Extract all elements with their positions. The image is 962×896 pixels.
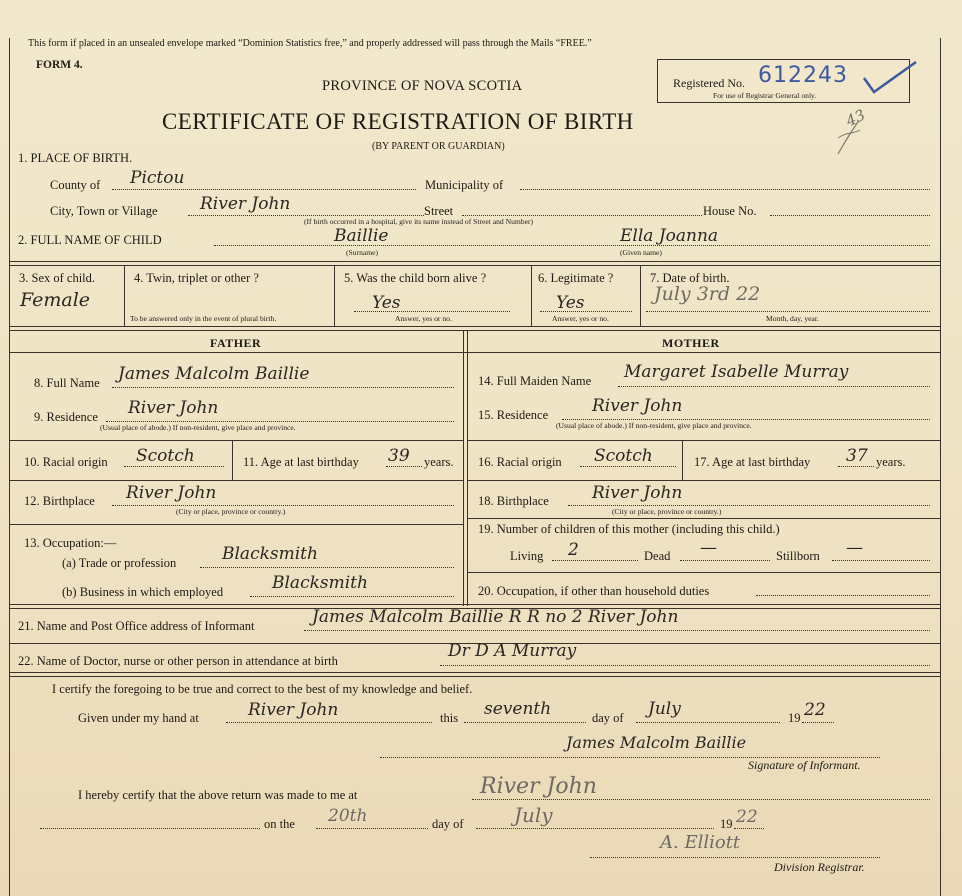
left-border [9, 38, 10, 896]
certify-year-prefix: 19 [788, 711, 801, 725]
child-given-name: Ella Joanna [620, 226, 719, 246]
informant-value: James Malcolm Baillie R R no 2 River John [312, 607, 679, 627]
child-surname: Baillie [334, 226, 389, 246]
checkmark-icon [858, 56, 922, 100]
mother-name-label: 14. Full Maiden Name [478, 374, 592, 388]
child-heading: 2. FULL NAME OF CHILD [18, 233, 162, 247]
registrar-year-value: 22 [736, 807, 758, 827]
province-heading: PROVINCE OF NOVA SCOTIA [322, 78, 523, 94]
alive-label: 5. Was the child born alive ? [344, 271, 487, 285]
father-name: James Malcolm Baillie [118, 364, 310, 384]
city-value: River John [200, 194, 291, 214]
mother-name: Margaret Isabelle Murray [624, 362, 849, 382]
registered-note: For use of Registrar General only. [713, 91, 817, 100]
sex-value: Female [20, 289, 91, 311]
father-name-label: 8. Full Name [34, 376, 100, 390]
mother-age-label: 17. Age at last birthday [694, 455, 811, 469]
county-value: Pictou [130, 168, 185, 188]
municipality-label: Municipality of [425, 178, 504, 192]
pencil-scribble-icon [834, 118, 864, 158]
legitimate-value: Yes [556, 293, 585, 313]
city-label: City, Town or Village [50, 204, 158, 218]
given-label: (Given name) [620, 248, 662, 257]
surname-label: (Surname) [346, 248, 379, 257]
registrar-text: I hereby certify that the above return was made to me at [78, 788, 358, 802]
registrar-place: River John [480, 774, 597, 799]
page-title: CERTIFICATE OF REGISTRATION OF BIRTH [162, 109, 634, 134]
father-racial-label: 10. Racial origin [24, 455, 108, 469]
house-label: House No. [703, 204, 757, 218]
father-age: 39 [388, 446, 410, 466]
father-business: Blacksmith [272, 573, 368, 593]
given-at-label: Given under my hand at [78, 711, 199, 725]
living-label: Living [510, 549, 544, 563]
father-occupation-label: 13. Occupation:— [24, 536, 117, 550]
this-value: seventh [484, 699, 552, 719]
date-value: July 3rd 22 [654, 283, 761, 305]
twin-note: To be answered only in the event of plural birth. [130, 314, 277, 323]
county-label: County of [50, 178, 101, 192]
mother-occupation-label: 20. Occupation, if other than household duties [478, 584, 710, 598]
father-racial: Scotch [136, 446, 195, 466]
twin-label: 4. Twin, triplet or other ? [134, 271, 259, 285]
dead-label: Dead [644, 549, 671, 563]
stillborn-label: Stillborn [776, 549, 820, 563]
alive-note: Answer, yes or no. [395, 314, 452, 323]
form-number: FORM 4. [36, 59, 83, 71]
children-label: 19. Number of children of this mother (including this child.) [478, 522, 780, 536]
this-label: this [440, 711, 459, 725]
mother-birthplace-label: 18. Birthplace [478, 494, 549, 508]
mail-notice: This form if placed in an unsealed envelope marked “Dominion Statistics free,” and properly addressed will pass through the Mails “FREE.” [28, 38, 592, 49]
father-residence: River John [128, 398, 219, 418]
date-label: 7. Date of birth. [650, 271, 730, 285]
legitimate-label: 6. Legitimate ? [538, 271, 614, 285]
mother-residence-note: (Usual place of abode.) If non-resident, give place and province. [556, 421, 752, 430]
father-trade: Blacksmith [222, 544, 318, 564]
father-residence-label: 9. Residence [34, 410, 98, 424]
doctor-value: Dr D A Murray [448, 641, 577, 661]
registrar-signature-label: Division Registrar. [774, 860, 865, 874]
father-trade-label: (a) Trade or profession [62, 556, 177, 570]
registrar-on-value: 20th [328, 806, 368, 826]
registrar-year-prefix: 19 [720, 817, 733, 831]
mother-racial-label: 16. Racial origin [478, 455, 562, 469]
stillborn-value: — [846, 538, 863, 558]
certify-year-value: 22 [804, 700, 826, 720]
living-value: 2 [568, 540, 579, 560]
father-heading: FATHER [210, 336, 262, 350]
sex-label: 3. Sex of child. [19, 271, 96, 285]
informant-label: 21. Name and Post Office address of Informant [18, 619, 255, 633]
mother-birthplace-note: (City or place, province or country.) [612, 507, 722, 516]
registrar-signature: A. Elliott [660, 832, 741, 853]
father-age-unit: years. [424, 455, 454, 469]
registered-number: 612243 [758, 63, 848, 88]
mother-racial: Scotch [594, 446, 653, 466]
doctor-label: 22. Name of Doctor, nurse or other person in attendance at birth [18, 654, 338, 668]
father-birthplace-label: 12. Birthplace [24, 494, 95, 508]
registrar-on-label: on the [264, 817, 295, 831]
mother-birthplace: River John [592, 483, 683, 503]
alive-value: Yes [372, 293, 401, 313]
page-subtitle: (BY PARENT OR GUARDIAN) [372, 141, 505, 152]
father-birthplace-note: (City or place, province or country.) [176, 507, 286, 516]
mother-residence: River John [592, 396, 683, 416]
mother-age: 37 [846, 446, 868, 466]
place-heading: 1. PLACE OF BIRTH. [18, 151, 133, 165]
registrar-dayof-label: day of [432, 817, 464, 831]
given-at-value: River John [248, 700, 339, 720]
registered-label: Registered No. [673, 76, 745, 90]
father-birthplace: River John [126, 483, 217, 503]
mother-age-unit: years. [876, 455, 906, 469]
street-label: Street [424, 204, 454, 218]
street-note: (If birth occurred in a hospital, give its name instead of Street and Number) [304, 217, 534, 226]
informant-signature-label: Signature of Informant. [748, 758, 861, 772]
registrar-dayof-value: July [514, 803, 553, 827]
date-note: Month, day, year. [766, 314, 819, 323]
margin-mark: 43 [843, 105, 869, 131]
certify-dayof-value: July [648, 699, 681, 719]
father-residence-note: (Usual place of abode.) If non-resident, give place and province. [100, 423, 296, 432]
certify-text: I certify the foregoing to be true and correct to the best of my knowledge and belief. [52, 682, 473, 696]
legitimate-note: Answer, yes or no. [552, 314, 609, 323]
dead-value: — [700, 538, 717, 558]
father-age-label: 11. Age at last birthday [243, 455, 359, 469]
mother-residence-label: 15. Residence [478, 408, 549, 422]
certify-dayof-label: day of [592, 711, 624, 725]
mother-heading: MOTHER [662, 336, 720, 350]
informant-signature: James Malcolm Baillie [566, 733, 747, 752]
right-border [940, 38, 941, 896]
father-business-label: (b) Business in which employed [62, 585, 224, 599]
